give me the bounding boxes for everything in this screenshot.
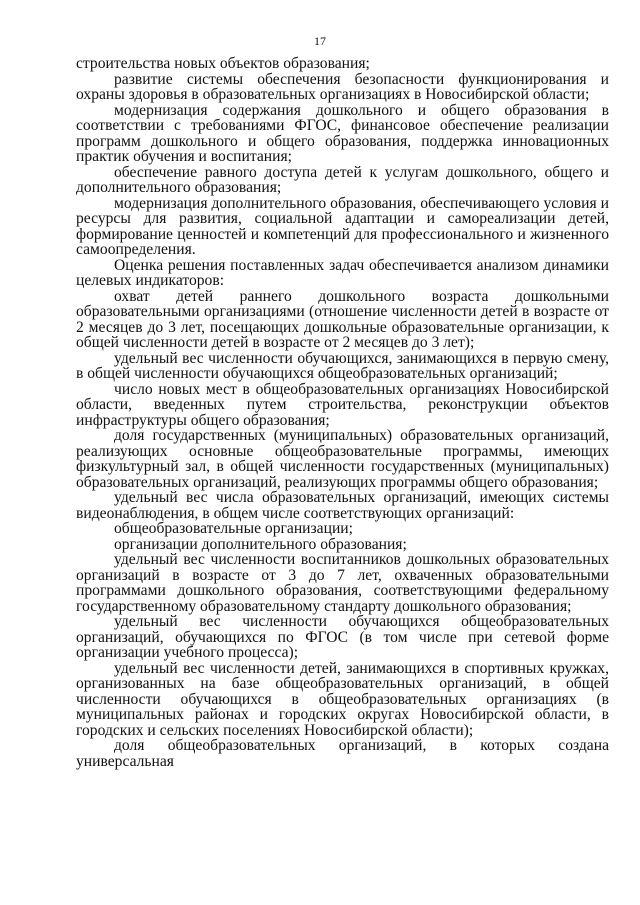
indicator-gym-share: доля государственных (муниципальных) образовательных организаций, реализующих основные общеобразовательные программы, имеющих физкультурный зал, в общей численности государственных (муниципальных) образовательных организаций, реализующих программы общего образования;: [76, 427, 609, 491]
paragraph-equal-access: обеспечение равного доступа детей к услугам дошкольного, общего и дополнительного образования;: [76, 163, 609, 196]
paragraph-construction: строительства новых объектов образования;: [76, 55, 370, 72]
indicator-additional-orgs: организации дополнительного образования;: [114, 535, 407, 553]
page-number: 17: [314, 34, 326, 48]
paragraph-indicators-intro: Оценка решения поставленных задач обеспечивается анализом динамики целевых индикаторов:: [76, 256, 609, 289]
indicator-video-surveillance: удельный вес числа образовательных организаций, имеющих системы видеонаблюдения, в общем числе соответствующих организаций:: [76, 489, 609, 522]
indicator-general-schools: общеобразовательные организации;: [114, 520, 353, 537]
paragraph-additional-education: модернизация дополнительного образования, обеспечивающего условия и ресурсы для развития, социальной адаптации и самореализации детей, формирование ценностей и компетенций для профессионального и жизненного самоопределения.: [76, 194, 609, 258]
indicator-new-places: число новых мест в общеобразовательных организациях Новосибирской области, введенных путем строительства, реконструкции объектов инфраструктуры общего образования;: [76, 380, 609, 429]
indicator-universal-environment: доля общеобразовательных организаций, в которых создана универсальная: [76, 737, 609, 770]
indicator-students-fgos: удельный вес численности обучающихся общеобразовательных организаций, обучающихся по ФГОС (в том числе при сетевой форме организации учебного процесса);: [76, 613, 609, 661]
indicator-early-childhood-coverage: охват детей раннего дошкольного возраста дошкольными образовательными организациями (отношение численности детей в возрасте от 2 месяцев до 3 лет, посещающих дошкольные образовательные организации, к общей численности детей в возрасте от 2 месяцев до 3 лет);: [76, 287, 609, 351]
indicator-sports-clubs: удельный вес численности детей, занимающихся в спортивных кружках, организованных на базе общеобразовательных организаций, в общей численности обучающихся в общеобразовательных организациях (в муниципальных районах и городских округах Новосибирской области, в городских и сельских поселениях Новосибирской области);: [76, 659, 609, 739]
paragraph-safety-system: развитие системы обеспечения безопасности функционирования и охраны здоровья в образовательных организациях в Новосибирской области;: [76, 70, 609, 103]
indicator-preschool-fgos: удельный вес численности воспитанников дошкольных образовательных организаций в возрасте от 3 до 7 лет, охваченных образовательными программами дошкольного образования, соответствующими федеральному государственному образовательному стандарту дошкольного образования;: [76, 551, 609, 615]
document-body: [76, 56, 609, 769]
indicator-first-shift: удельный вес численности обучающихся, занимающихся в первую смену, в общей численности обучающихся общеобразовательных организаций;: [76, 349, 609, 382]
paragraph-fgos-modernization: модернизация содержания дошкольного и общего образования в соответствии с требованиями ФГОС, финансовое обеспечение реализации программ дошкольного и общего образования, поддержка инновационных практик обучения и воспитания;: [76, 101, 609, 165]
